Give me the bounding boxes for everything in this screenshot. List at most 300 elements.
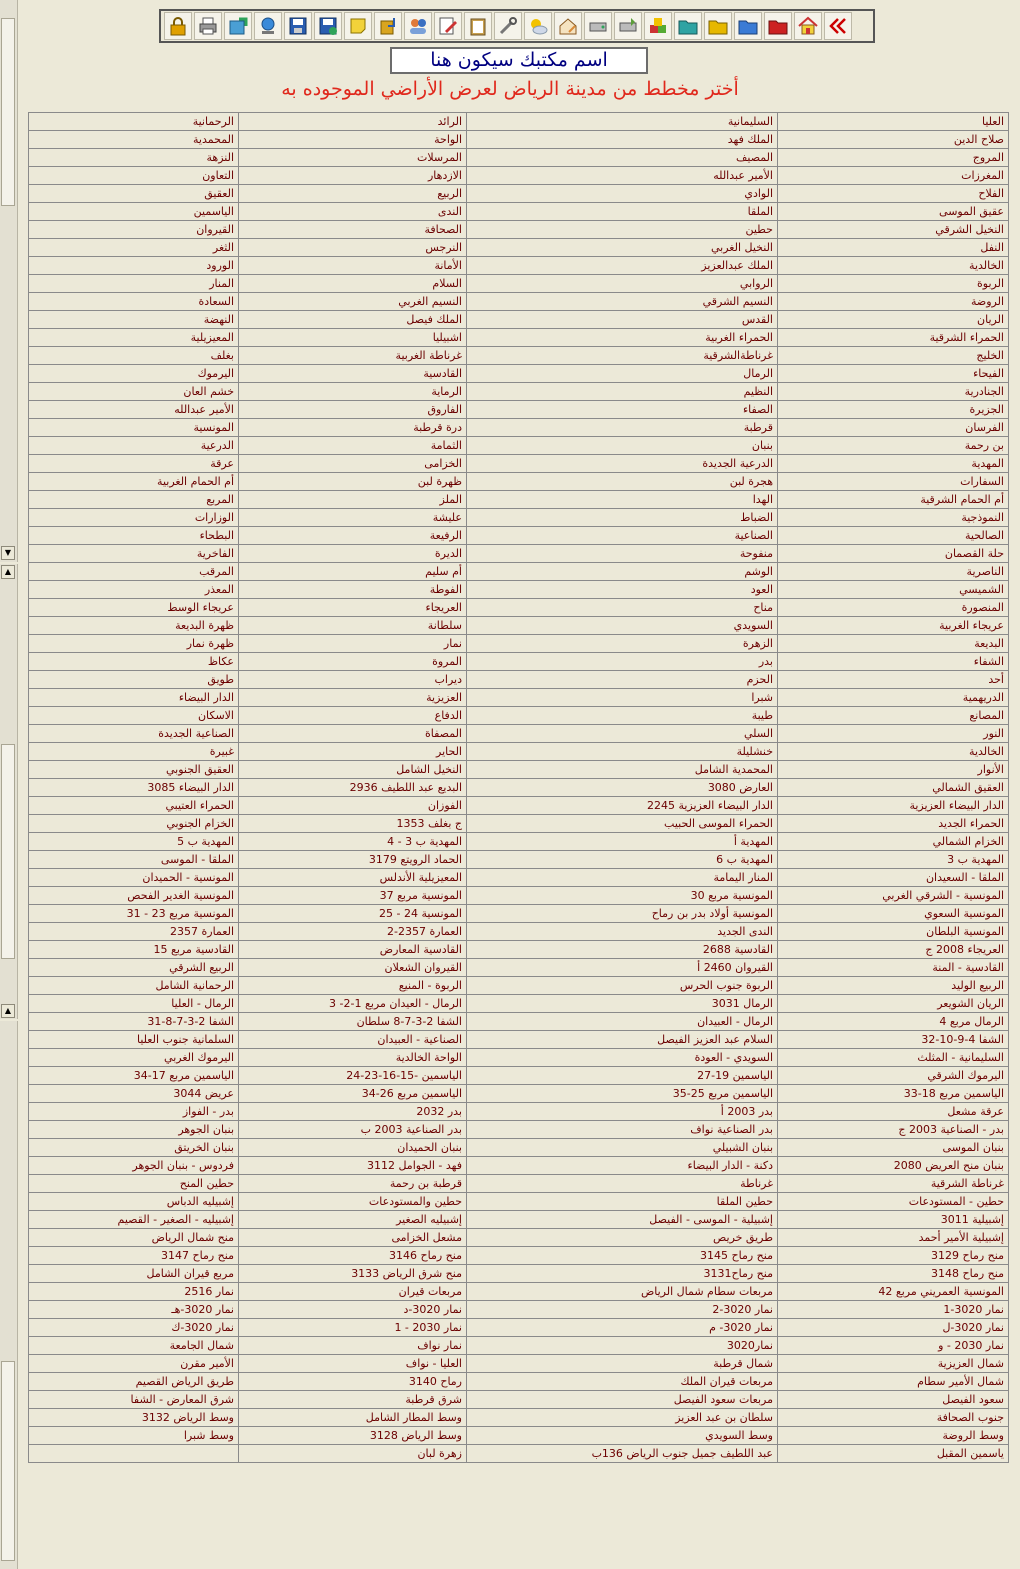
district-link[interactable]: الفوزان [239,797,467,815]
district-link[interactable]: عليشة [239,509,467,527]
district-link[interactable]: المصانع [778,707,1009,725]
scrollbar-thumb[interactable] [1,744,15,959]
teal-folder-icon[interactable] [674,12,702,40]
district-link[interactable]: الصحافة [239,221,467,239]
district-link[interactable]: الخليج [778,347,1009,365]
district-link[interactable]: بنبان الخريتق [28,1139,239,1157]
district-link[interactable]: الدفاع [239,707,467,725]
district-link[interactable]: أم الحمام الغربية [28,473,239,491]
district-link[interactable]: النظيم [467,383,778,401]
district-link[interactable]: فهد - الجوامل 3112 [239,1157,467,1175]
district-link[interactable]: الشفا 4-9-10-32 [778,1031,1009,1049]
district-link[interactable]: الناصرية [778,563,1009,581]
clipboard-icon[interactable] [464,12,492,40]
district-link[interactable]: وسط الرياض 3132 [28,1409,239,1427]
district-link[interactable]: الفيحاء [778,365,1009,383]
district-link[interactable]: العود [467,581,778,599]
district-link[interactable]: الرائد [239,112,467,131]
district-link[interactable]: اليرموك الشرقي [778,1067,1009,1085]
district-link[interactable]: نمار 3020-هـ [28,1301,239,1319]
district-link[interactable]: البديع عبد اللطيف 2936 [239,779,467,797]
district-link[interactable]: النخيل الشامل [239,761,467,779]
district-link[interactable]: قرطبة بن رحمة [239,1175,467,1193]
district-link[interactable]: الثغر [28,239,239,257]
district-link[interactable]: عريض 3044 [28,1085,239,1103]
district-link[interactable]: خنشليلة [467,743,778,761]
district-link[interactable]: غرناطة الغربية [239,347,467,365]
district-link[interactable]: الرحمانية [28,112,239,131]
district-link[interactable]: وسط السويدي [467,1427,778,1445]
district-link[interactable]: الحمراء الجديد [778,815,1009,833]
district-link[interactable]: القيروان 2460 أ [467,959,778,977]
district-link[interactable]: القدس [467,311,778,329]
district-link[interactable]: بنبان الشبيلي [467,1139,778,1157]
district-link[interactable]: الرمال 3031 [467,995,778,1013]
district-link[interactable]: وسط شبرا [28,1427,239,1445]
district-link[interactable]: بنبان الجوهر [28,1121,239,1139]
district-link[interactable]: أحد [778,671,1009,689]
district-link[interactable]: الأمير عبدالله [28,401,239,419]
district-link[interactable]: غرناطةالشرقية [467,347,778,365]
district-link[interactable]: منح رماح 3147 [28,1247,239,1265]
district-link[interactable]: المرسلات [239,149,467,167]
district-link[interactable]: الحمراء الشرقية [778,329,1009,347]
district-link[interactable]: دكنة - الدار البيضاء [467,1157,778,1175]
district-link[interactable]: شرق المعارض - الشفا [28,1391,239,1409]
district-link[interactable]: بغلف [28,347,239,365]
district-link[interactable]: إشبيلية - الموسى - الفيصل [467,1211,778,1229]
district-link[interactable]: المحمدية الشامل [467,761,778,779]
district-link[interactable]: 3179 الحماد الرويتع [239,851,467,869]
district-link[interactable]: شمال قرطبة [467,1355,778,1373]
district-link[interactable]: الأمير مقرن [28,1355,239,1373]
district-link[interactable]: الملز [239,491,467,509]
district-link[interactable]: المرقب [28,563,239,581]
district-link[interactable]: الفلاح [778,185,1009,203]
district-link[interactable]: السلمانية جنوب العليا [28,1031,239,1049]
district-link[interactable]: ياسمين المقبل [778,1445,1009,1463]
district-link[interactable]: التعاون [28,167,239,185]
district-link[interactable]: مربعات سطام شمال الرياض [467,1283,778,1301]
district-link[interactable]: الهدا [467,491,778,509]
district-link[interactable]: الوشم [467,563,778,581]
district-link[interactable]: حلة القصمان [778,545,1009,563]
district-link[interactable]: المونسية السعوي [778,905,1009,923]
district-link[interactable]: حطين المنح [28,1175,239,1193]
district-link[interactable]: درة قرطبة [239,419,467,437]
district-link[interactable]: إشبيلية 3011 [778,1211,1009,1229]
district-link[interactable]: العريجاء 2008 ج [778,941,1009,959]
district-link[interactable]: الخالدية [778,257,1009,275]
district-link[interactable]: نمار نواف [239,1337,467,1355]
district-link[interactable]: اليرموك [28,365,239,383]
district-link[interactable]: العقيق الجنوبي [28,761,239,779]
district-link[interactable]: الندى [239,203,467,221]
district-link[interactable]: جنوب الصحافة [778,1409,1009,1427]
note-icon[interactable] [344,12,372,40]
district-link[interactable]: شمال العزيزية [778,1355,1009,1373]
district-link[interactable]: المعيزيلية [28,329,239,347]
district-link[interactable]: الخزام الجنوبي [28,815,239,833]
import-icon[interactable] [374,12,402,40]
district-link[interactable]: عرقة مشعل [778,1103,1009,1121]
district-link[interactable]: حطين - المستودعات [778,1193,1009,1211]
district-link[interactable]: المونسية - الشرقي الغربي [778,887,1009,905]
district-link[interactable]: القادسية المعارض [239,941,467,959]
district-link[interactable]: بنبان الموسى [778,1139,1009,1157]
district-link[interactable]: نمار3020 [467,1337,778,1355]
district-link[interactable]: بدر - الفواز [28,1103,239,1121]
red-folder-icon[interactable] [764,12,792,40]
district-link[interactable]: المونسية العمريني مربع 42 [778,1283,1009,1301]
district-link[interactable]: الفوطة [239,581,467,599]
district-link[interactable]: السلي [467,725,778,743]
district-link[interactable]: البطحاء [28,527,239,545]
district-link[interactable]: العارض 3080 [467,779,778,797]
district-link[interactable]: المعيزيلية الأندلس [239,869,467,887]
district-link[interactable]: المونسية [28,419,239,437]
district-link[interactable]: عريجاء الغربية [778,617,1009,635]
district-link[interactable]: الأمير عبدالله [467,167,778,185]
district-link[interactable]: طريق خريص [467,1229,778,1247]
district-link[interactable]: السليمانية - المثلث [778,1049,1009,1067]
district-link[interactable]: رماح 3140 [239,1373,467,1391]
district-link[interactable]: المونسية الغدير الفحص [28,887,239,905]
district-link[interactable]: النموذجية [778,509,1009,527]
district-link[interactable]: الرمال - العيدان مربع 1-2- 3 [239,995,467,1013]
district-link[interactable]: الياسمين مربع 26-34 [239,1085,467,1103]
district-link[interactable]: حطين الملقا [467,1193,778,1211]
district-link[interactable]: الياسمين مربع 18-33 [778,1085,1009,1103]
district-link[interactable]: 1353 ج بغلف [239,815,467,833]
district-link[interactable]: الواحة [239,131,467,149]
district-link[interactable]: نمار [239,635,467,653]
district-link[interactable]: مربعات قيران [239,1283,467,1301]
district-link[interactable]: الفاروق [239,401,467,419]
district-link[interactable]: أم الحمام الشرقية [778,491,1009,509]
district-link[interactable]: الزهرة [467,635,778,653]
district-link[interactable]: القادسية مربع 15 [28,941,239,959]
scroll-up-arrow[interactable]: ▲ [1,565,15,579]
district-link[interactable]: الفاخرية [28,545,239,563]
district-link[interactable]: الملقا - السعيدان [778,869,1009,887]
district-link[interactable]: نمار 3020- م [467,1319,778,1337]
tools-icon[interactable] [494,12,522,40]
district-link[interactable]: السويدي [467,617,778,635]
district-link[interactable]: العمارة 2357 [28,923,239,941]
district-link[interactable]: الريان [778,311,1009,329]
district-link[interactable]: الجنادرية [778,383,1009,401]
district-link[interactable]: المصفاة [239,725,467,743]
district-link[interactable]: بدر 2003 أ [467,1103,778,1121]
district-link[interactable]: الملقا [467,203,778,221]
district-link[interactable]: مناح [467,599,778,617]
edit-document-icon[interactable] [434,12,462,40]
district-link[interactable]: شمال الجامعة [28,1337,239,1355]
district-link[interactable]: المونسية مربع 30 [467,887,778,905]
scrollbar-thumb[interactable] [1,1361,15,1561]
district-link[interactable]: المونسية 24 - 25 [239,905,467,923]
district-link[interactable]: الدريهمية [778,689,1009,707]
district-link[interactable]: السلام عبد العزيز الفيصل [467,1031,778,1049]
scroll-down-arrow[interactable]: ▼ [1,546,15,560]
district-link[interactable]: غرناطة الشرقية [778,1175,1009,1193]
drive-icon[interactable] [584,12,612,40]
district-link[interactable]: غرناطة [467,1175,778,1193]
district-link[interactable]: الرمال - العليا [28,995,239,1013]
print-icon[interactable] [194,12,222,40]
district-link[interactable]: المعذر [28,581,239,599]
district-link[interactable]: المهدية ب 3 [778,851,1009,869]
district-link[interactable]: المصيف [467,149,778,167]
district-link[interactable]: نمار 3020-د [239,1301,467,1319]
yellow-folder-icon[interactable] [704,12,732,40]
district-link[interactable]: الفرسان [778,419,1009,437]
weather-icon[interactable] [524,12,552,40]
district-link[interactable]: سعود الفيصل [778,1391,1009,1409]
district-link[interactable]: النسيم الغربي [239,293,467,311]
district-link[interactable]: ظهرة البديعة [28,617,239,635]
district-link[interactable]: منح شرق الرياض 3133 [239,1265,467,1283]
district-link[interactable]: الربيع الوليد [778,977,1009,995]
district-link[interactable]: ظهرة لبن [239,473,467,491]
district-link[interactable]: الربيع [239,185,467,203]
district-link[interactable]: القيروان الشعلان [239,959,467,977]
district-link[interactable]: شبرا [467,689,778,707]
district-link[interactable]: العريجاء [239,599,467,617]
district-link[interactable]: طويق [28,671,239,689]
district-link[interactable]: الندى الجديد [467,923,778,941]
district-link[interactable]: وسط الرياض 3128 [239,1427,467,1445]
district-link[interactable]: السعادة [28,293,239,311]
district-link[interactable]: صلاح الدين [778,131,1009,149]
district-link[interactable]: النزهة [28,149,239,167]
district-link[interactable]: الأمانة [239,257,467,275]
district-link[interactable]: القادسية 2688 [467,941,778,959]
district-link[interactable]: المنصورة [778,599,1009,617]
district-link[interactable]: العقيق الشمالي [778,779,1009,797]
district-link[interactable]: الثمامة [239,437,467,455]
district-link[interactable]: النهضة [28,311,239,329]
district-link[interactable]: ظهرة نمار [28,635,239,653]
district-link[interactable]: الملقا - الموسى [28,851,239,869]
users-icon[interactable] [404,12,432,40]
district-link[interactable]: خشم العان [28,383,239,401]
district-link[interactable]: ديراب [239,671,467,689]
district-link[interactable]: الملك فيصل [239,311,467,329]
district-link[interactable]: السويدي - العودة [467,1049,778,1067]
district-link[interactable]: النور [778,725,1009,743]
district-link[interactable]: الاسكان [28,707,239,725]
drive-green-icon[interactable] [614,12,642,40]
district-link[interactable]: الخزام الشمالي [778,833,1009,851]
district-link[interactable]: الياسمين 19-27 [467,1067,778,1085]
district-link[interactable]: المروج [778,149,1009,167]
house-edit-icon[interactable] [554,12,582,40]
district-link[interactable]: الياسمين مربع 25-35 [467,1085,778,1103]
scrollbar-middle[interactable] [0,564,18,1019]
district-link[interactable]: المهدية أ [467,833,778,851]
district-link[interactable]: المهدية ب 6 [467,851,778,869]
district-link[interactable]: طيبة [467,707,778,725]
district-link[interactable]: الصناعية [467,527,778,545]
export-icon[interactable] [224,12,252,40]
district-link[interactable]: عكاظ [28,653,239,671]
district-link[interactable]: النفل [778,239,1009,257]
district-link[interactable]: الخزامى [239,455,467,473]
district-link[interactable]: الحمراء الغربية [467,329,778,347]
district-link[interactable]: الربيع الشرقي [28,959,239,977]
district-link[interactable]: المونسية مربع 23 - 31 [28,905,239,923]
district-link[interactable]: المونسية مربع 37 [239,887,467,905]
district-link[interactable]: الأنوار [778,761,1009,779]
district-link[interactable]: الحمراء الموسى الحبيب [467,815,778,833]
district-link[interactable]: الخالدية [778,743,1009,761]
district-link[interactable]: الروابي [467,275,778,293]
district-link[interactable]: منح رماح 3145 [467,1247,778,1265]
district-link[interactable]: إشبيليه الصغير [239,1211,467,1229]
district-link[interactable]: النخيل الغربي [467,239,778,257]
scroll-up-arrow[interactable]: ▲ [1,1004,15,1018]
district-link[interactable]: مربعات سعود الفيصل [467,1391,778,1409]
district-link[interactable]: اليرموك الغربي [28,1049,239,1067]
district-link[interactable]: العليا - نواف [239,1355,467,1373]
district-link[interactable]: الصفاء [467,401,778,419]
district-link[interactable]: الشفا 2-3-7-8 سلطان [239,1013,467,1031]
district-link[interactable]: منفوحة [467,545,778,563]
district-link[interactable]: بدر - الصناعية 2003 ج [778,1121,1009,1139]
district-link[interactable]: فردوس - بنبان الجوهر [28,1157,239,1175]
district-link[interactable]: الدرعية [28,437,239,455]
district-link[interactable]: إشبيليه الدباس [28,1193,239,1211]
district-link[interactable]: الدار البيضاء العزيزية 2245 [467,797,778,815]
district-link[interactable]: السلام [239,275,467,293]
district-link[interactable]: الحمراء العتيبي [28,797,239,815]
district-link[interactable]: الحزم [467,671,778,689]
district-link[interactable]: العليا [778,112,1009,131]
district-link[interactable]: بدر [467,653,778,671]
district-link[interactable]: السليمانية [467,112,778,131]
cubes-icon[interactable] [644,12,672,40]
district-link[interactable]: المونسية البلطان [778,923,1009,941]
district-link[interactable]: الدرعية الجديدة [467,455,778,473]
double-chevron-left-icon[interactable] [824,12,852,40]
district-link[interactable]: الصالحية [778,527,1009,545]
district-link[interactable]: الشفاء [778,653,1009,671]
district-link[interactable]: الربوة - المنيع [239,977,467,995]
district-link[interactable]: القادسية - المنة [778,959,1009,977]
district-link[interactable]: الياسمين مربع 17-34 [28,1067,239,1085]
district-link[interactable]: النرجس [239,239,467,257]
district-link[interactable]: نمار 2030 - 1 [239,1319,467,1337]
district-link[interactable]: أم سليم [239,563,467,581]
district-link[interactable]: هجرة لبن [467,473,778,491]
district-link[interactable]: الملك فهد [467,131,778,149]
district-link[interactable]: مربع قيران الشامل [28,1265,239,1283]
scrollbar-thumb[interactable] [1,18,15,206]
district-link[interactable]: المنار اليمامة [467,869,778,887]
district-link[interactable]: القيروان [28,221,239,239]
lock-icon[interactable] [164,12,192,40]
district-link[interactable]: الشفا 2-3-7-8-31 [28,1013,239,1031]
district-link[interactable]: بنبان منح العريض 2080 [778,1157,1009,1175]
home-icon[interactable] [794,12,822,40]
district-link[interactable]: المربع [28,491,239,509]
district-link[interactable]: الروضة [778,293,1009,311]
district-link[interactable]: الصناعية - العبيدان [239,1031,467,1049]
district-link[interactable]: منح شمال الرياض [28,1229,239,1247]
district-link[interactable]: اشبيليا [239,329,467,347]
district-link[interactable]: الدار البيضاء [28,689,239,707]
save-as-icon[interactable] [314,12,342,40]
district-link[interactable]: الشميسي [778,581,1009,599]
district-link[interactable]: بن رحمة [778,437,1009,455]
district-link[interactable]: سلطان بن عبد العزيز [467,1409,778,1427]
district-link[interactable]: المحمدية [28,131,239,149]
district-link[interactable]: الازدهار [239,167,467,185]
district-link[interactable]: الديرة [239,545,467,563]
district-link[interactable]: طريق الرياض القصيم [28,1373,239,1391]
district-link[interactable]: بدر 2032 [239,1103,467,1121]
district-link[interactable]: الرفيعة [239,527,467,545]
district-link[interactable]: النخيل الشرقي [778,221,1009,239]
district-link[interactable]: الورود [28,257,239,275]
district-link[interactable]: زهرة لبان [239,1445,467,1463]
district-link[interactable]: المنار [28,275,239,293]
district-link[interactable]: العمارة 2357-2 [239,923,467,941]
district-link[interactable]: الوادي [467,185,778,203]
district-link[interactable]: البديعة [778,635,1009,653]
district-link[interactable]: الدار البيضاء 3085 [28,779,239,797]
district-link[interactable]: بدر الصناعية نواف [467,1121,778,1139]
district-link[interactable]: شرق قرطبة [239,1391,467,1409]
district-link[interactable]: مربعات قيران الملك [467,1373,778,1391]
district-link[interactable]: العزيزية [239,689,467,707]
district-link[interactable]: الرمال - العبيدان [467,1013,778,1031]
district-link[interactable]: بدر الصناعية 2003 ب [239,1121,467,1139]
district-link[interactable]: الحاير [239,743,467,761]
district-link[interactable]: مشعل الخزامى [239,1229,467,1247]
district-link[interactable]: نمار 2030 - و [778,1337,1009,1355]
district-link[interactable]: الرحمانية الشامل [28,977,239,995]
district-link[interactable]: نمار 3020-ك [28,1319,239,1337]
district-link[interactable]: منح رماح 3146 [239,1247,467,1265]
district-link[interactable]: عرقة [28,455,239,473]
district-link[interactable]: الضباط [467,509,778,527]
district-link[interactable]: الربوة [778,275,1009,293]
district-link[interactable]: نمار 3020-2 [467,1301,778,1319]
district-link[interactable]: المهدية ب 5 [28,833,239,851]
district-link[interactable]: شمال الأمير سطام [778,1373,1009,1391]
district-link[interactable]: نمار 2516 [28,1283,239,1301]
district-link[interactable]: الصناعية الجديدة [28,725,239,743]
district-link[interactable]: النسيم الشرقي [467,293,778,311]
district-link[interactable]: وسط المطار الشامل [239,1409,467,1427]
district-link[interactable]: القادسية [239,365,467,383]
scrollbar-bottom[interactable] [0,1021,18,1569]
district-link[interactable]: المونسية - الحميدان [28,869,239,887]
district-link[interactable]: الياسمين -15-16-23-24 [239,1067,467,1085]
district-link[interactable]: منح رماح 3148 [778,1265,1009,1283]
district-link[interactable]: منح رماح3131 [467,1265,778,1283]
district-link[interactable]: المهدية [778,455,1009,473]
district-link[interactable]: بنبان الحميدان [239,1139,467,1157]
district-link[interactable]: المونسية أولاد بدر بن رماح [467,905,778,923]
district-link[interactable]: الرماية [239,383,467,401]
district-link[interactable]: إشبيلية الأمير أحمد [778,1229,1009,1247]
save-icon[interactable] [284,12,312,40]
district-link[interactable]: وسط الروضة [778,1427,1009,1445]
